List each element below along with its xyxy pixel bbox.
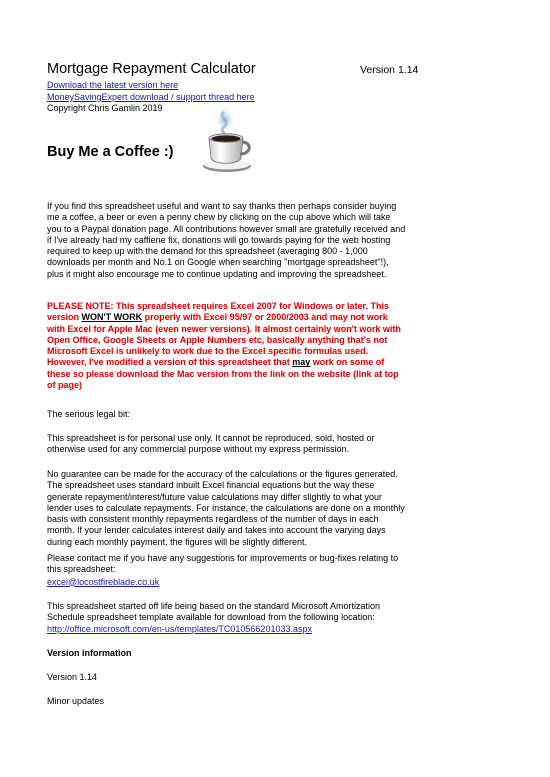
text-line: lender uses to calculate repayments. For instance, the calculations are done on a monthly <box>47 502 405 513</box>
text-line: if I've already had my caffiene fix, donations will go towards paying for the web hosting <box>47 234 391 245</box>
text-line: you to a Paypal donation page. All contributions however small are gratefully received and <box>47 223 406 234</box>
text-line: The spreadsheet uses standard inbuilt Excel financial equations but the way these <box>47 480 375 491</box>
template-link[interactable]: http://office.microsoft.com/en-us/templates/TC010566201033.aspx <box>47 623 312 634</box>
text-line: required to keep up with the demand for this spreadsheet (averaging 800 - 1,000 <box>47 246 368 257</box>
text-line: No guarantee can be made for the accuracy of the calculations or the figures generated. <box>47 469 398 479</box>
text-line: otherwise used for any commercial purpose without my express permission. <box>47 444 350 455</box>
text-line: this spreadsheet: <box>47 564 116 575</box>
text-line: Microsoft Excel is unlikely to work due to the Excel specific formulas used. <box>47 346 369 357</box>
support-thread-link[interactable]: MoneySavingExpert download / support thread here <box>47 92 255 102</box>
text-line: with Excel for Apple Mac (even newer versions). It almost certainly won't work with <box>47 323 401 334</box>
text-line: PLEASE NOTE: This spreadsheet requires Excel 2007 for Windows or later. This <box>47 301 390 311</box>
copyright-text: Copyright Chris Gamlin 2019 <box>47 103 163 113</box>
text-line: If you find this spreadsheet useful and want to say thanks then perhaps consider buying <box>47 201 397 211</box>
text-line: of page) <box>47 380 82 391</box>
email-link[interactable]: excel@locostfireblade.co.uk <box>47 576 160 587</box>
template-paragraph <box>47 601 427 635</box>
text-line: This spreadsheet is for personal use only. It cannot be reproduced, sold, hosted or <box>47 433 375 443</box>
text-line: version WON'T WORK properly with Excel 95/97 or 2000/2003 and may not work <box>47 312 388 323</box>
legal-heading: The serious legal bit: <box>47 409 131 419</box>
usage-paragraph <box>47 433 427 456</box>
text-line: plus it might also encourage me to continue updating and improving the spreadsheet. <box>47 268 387 279</box>
text-line: generate repayment/interest/future value calculations may differ slightly to what your <box>47 491 383 502</box>
coffee-heading: Buy Me a Coffee :) <box>47 144 174 160</box>
text-line: during each monthly payment, the figures will be slightly different. <box>47 536 307 547</box>
page-title: Mortgage Repayment Calculator <box>47 61 256 77</box>
compatibility-note <box>47 301 427 391</box>
version-number: Version 1.14 <box>47 672 98 682</box>
text-line: Please contact me if you have any suggestions for improvements or bug-fixes relating to <box>47 553 399 563</box>
version-label: Version 1.14 <box>360 64 419 76</box>
text-line: Schedule spreadsheet template available for download from the following location: <box>47 612 375 623</box>
version-info-heading: Version information <box>47 648 132 658</box>
contact-paragraph <box>47 553 427 588</box>
version-notes: Minor updates <box>47 696 105 706</box>
coffee-cup-icon[interactable] <box>197 108 257 174</box>
download-link[interactable]: Download the latest version here <box>47 80 179 90</box>
intro-paragraph <box>47 201 427 280</box>
text-line: downloads per month and No.1 on Google when searching "mortgage spreadsheet"!), <box>47 257 389 268</box>
text-line: basis with consistent monthly repayments regardless of the number of days in each <box>47 514 379 525</box>
text-line: month. If your lender calculates interest daily and takes into account the varying days <box>47 525 386 536</box>
disclaimer-paragraph <box>47 469 427 548</box>
text-line: these so please download the Mac version from the link on the website (link at top <box>47 368 399 379</box>
text-line: Open Office, Google Sheets or Apple Numbers etc, basically anything that's not <box>47 334 388 345</box>
text-line: However, I've modified a version of this spreadsheet that may work on some of <box>47 357 385 368</box>
text-line: This spreadsheet started off life being based on the standard Microsoft Amortization <box>47 601 381 611</box>
text-line: me a coffee, a beer or even a penny chew by clicking on the cup above which will take <box>47 212 391 223</box>
